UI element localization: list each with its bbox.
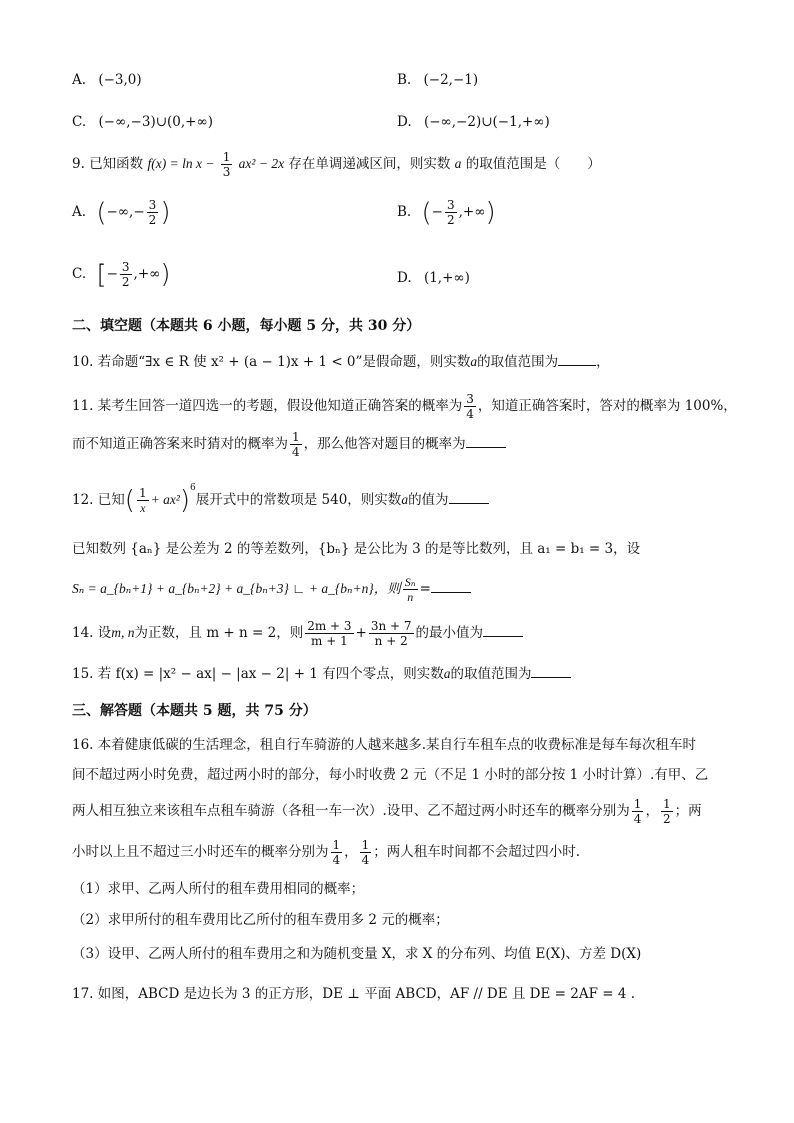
- q10-var: a: [470, 354, 478, 369]
- question-number: 15.: [72, 666, 94, 682]
- q9-option-a: A. (−∞,− $\frac{3}{2}$ ): [72, 197, 171, 228]
- q11-text-mid: ，知道正确答案时，答对的概率为 100%，: [477, 398, 737, 414]
- q17: 17. 如图，ABCD 是边长为 3 的正方形，DE ⊥ 平面 ABCD，AF // DE 且 DE = 2AF = 4 .: [72, 986, 636, 1002]
- q9-text: 已知函数: [89, 156, 144, 172]
- q11-text: 某考生回答一道四选一的考题，假设他知道正确答案的概率为: [97, 398, 463, 414]
- q15-text: 若 f(x) = |x² − ax| − |ax − 2| + 1 有四个零点，则实数: [97, 666, 444, 682]
- option-text: (−2,−1): [423, 72, 479, 88]
- section-heading-fill-in: 二、填空题（本题共 6 小题，每小题 5 分，共 30 分）: [72, 318, 421, 334]
- q11-text-tail: ，那么他答对题目的概率为: [303, 436, 466, 452]
- question-number: 11.: [72, 398, 94, 414]
- question-number: 10.: [72, 354, 94, 370]
- q14-text: 为正数，且 m + n = 2，则: [134, 625, 304, 641]
- option-label: A.: [72, 72, 87, 88]
- option-text: (−∞,−2)∪(−1,+∞): [423, 114, 550, 130]
- q9-function: f(x) = ln x −: [147, 156, 215, 171]
- answer-blank[interactable]: [558, 364, 596, 366]
- q16-line3: 两人相互独立来该租车点租车骑游（各租一车一次）.设甲、乙不超过两小时还车的概率分别为 $\frac{1}{4}$ ， $\frac{1}{2}$ ；两: [72, 797, 702, 826]
- q16-sub2: （2）求甲所付的租车费用比乙所付的租车费用多 2 元的概率；: [72, 912, 449, 928]
- q10-text: 若命题“∃x ∈ R 使 x² + (a − 1)x + 1 < 0”是假命题，则实数: [97, 354, 471, 370]
- q8-option-d: [397, 116, 550, 130]
- q13-line1: 已知数列 {aₙ} 是公差为 2 的等差数列，{bₙ} 是公比为 3 的是等比数列，且 a₁ = b₁ = 3，设: [72, 541, 641, 557]
- option-label: A.: [72, 204, 87, 220]
- q13-line2: Sₙ = a_{bₙ+1} + a_{bₙ+2} + a_{bₙ+3} ∟ + a_{bₙ+n}，则 $\frac{\text{Sₙ}}{n}$ =: [72, 575, 471, 604]
- q9-text-tail: 存在单调递减区间，则实数: [288, 156, 451, 172]
- option-text: −: [431, 204, 443, 220]
- q12: 12. 已知( $\frac{1}{x}$ + ax²)$^6$展开式中的常数项是 540，则实数a的值为: [72, 484, 489, 515]
- q9-option-d: [397, 272, 470, 286]
- option-label: B.: [397, 72, 412, 88]
- answer-blank[interactable]: [449, 502, 489, 504]
- option-text: −∞,−: [106, 204, 145, 220]
- option-label: B.: [397, 204, 412, 220]
- q9-function-tail: ax² − 2x: [238, 156, 285, 171]
- answer-blank[interactable]: [531, 676, 571, 678]
- q11-line1: [72, 392, 737, 421]
- q9-var: a: [454, 156, 462, 171]
- q9-text-end: 的取值范围是（ ）: [465, 156, 601, 172]
- option-label: C.: [72, 266, 87, 282]
- q14: 14. 设m, n为正数，且 m + n = 2，则 $\frac{2m + 3}{m + 1}$ + $\frac{3n + 7}{n + 2}$ 的最小值为: [72, 619, 523, 648]
- q16-sub3: （3）设甲、乙两人所付的租车费用之和为随机变量 X，求 X 的分布列、均值 E(X)、方差 D(X): [72, 946, 642, 962]
- q10-text-tail: 的取值范围为: [477, 354, 559, 370]
- q16-sub1: （1）求甲、乙两人所付的租车费用相同的概率；: [72, 881, 365, 897]
- answer-blank[interactable]: [466, 446, 506, 448]
- q11-text-2: 而不知道正确答案来时猜对的概率为: [72, 436, 288, 452]
- option-label: D.: [397, 114, 412, 130]
- question-number: 12.: [72, 492, 94, 508]
- q10: 10. 若命题“∃x ∈ R 使 x² + (a − 1)x + 1 < 0”是假命题，则实数a的取值范围为 ，: [72, 354, 610, 370]
- q16-line2: 间不超过两小时免费，超过两小时的部分，每小时收费 2 元（不足 1 小时的部分按 1 小时计算）.有甲、乙: [72, 767, 709, 783]
- answer-blank[interactable]: [483, 635, 523, 637]
- q16-line4: 小时以上且不超过三小时还车的概率分别为 $\frac{1}{4}$ ， $\frac{1}{4}$ ；两人租车时间都不会超过四小时.: [72, 838, 581, 867]
- q8-option-b: [397, 74, 478, 88]
- question-number: 14.: [72, 625, 94, 641]
- q9-fraction: $\frac{1}{3}$: [222, 150, 231, 179]
- q11-fraction-2: $\frac{1}{4}$: [292, 430, 300, 459]
- option-label: C.: [72, 114, 87, 130]
- answer-blank[interactable]: [431, 591, 471, 593]
- q9-stem: [72, 150, 601, 179]
- q9-option-c: C. [− $\frac{3}{2}$ ,+∞): [72, 259, 171, 290]
- q9-option-b: B. (− $\frac{3}{2}$ ,+∞): [397, 197, 496, 228]
- option-text: (1,+∞): [423, 270, 470, 286]
- q16-line1: 16. 本着健康低碳的生活理念，租自行车骑游的人越来越多.某自行车租车点的收费标准是每车每次租车时: [72, 737, 697, 753]
- q13-formula: Sₙ = a_{bₙ+1} + a_{bₙ+2} + a_{bₙ+3} ∟ + a_{bₙ+n}，则: [72, 581, 401, 596]
- q11-fraction-1: $\frac{3}{4}$: [466, 392, 474, 421]
- q8-option-c: [72, 116, 213, 130]
- option-text: (−3,0): [98, 72, 142, 88]
- q12-text-tail: 展开式中的常数项是 540，则实数: [195, 492, 402, 508]
- q8-option-a: [72, 74, 142, 88]
- option-label: D.: [397, 270, 412, 286]
- option-text: (−∞,−3)∪(0,+∞): [98, 114, 214, 130]
- q12-text: 已知: [97, 492, 125, 508]
- q11-line2: [72, 430, 506, 459]
- option-text: −: [106, 266, 118, 282]
- section-heading-solutions: 三、解答题（本题共 5 题，共 75 分）: [72, 703, 317, 719]
- question-number: 9.: [72, 156, 85, 172]
- q14-text-tail: 的最小值为: [415, 625, 484, 641]
- q15: 15. 若 f(x) = |x² − ax| − |ax − 2| + 1 有四个零点，则实数a的取值范围为: [72, 667, 571, 682]
